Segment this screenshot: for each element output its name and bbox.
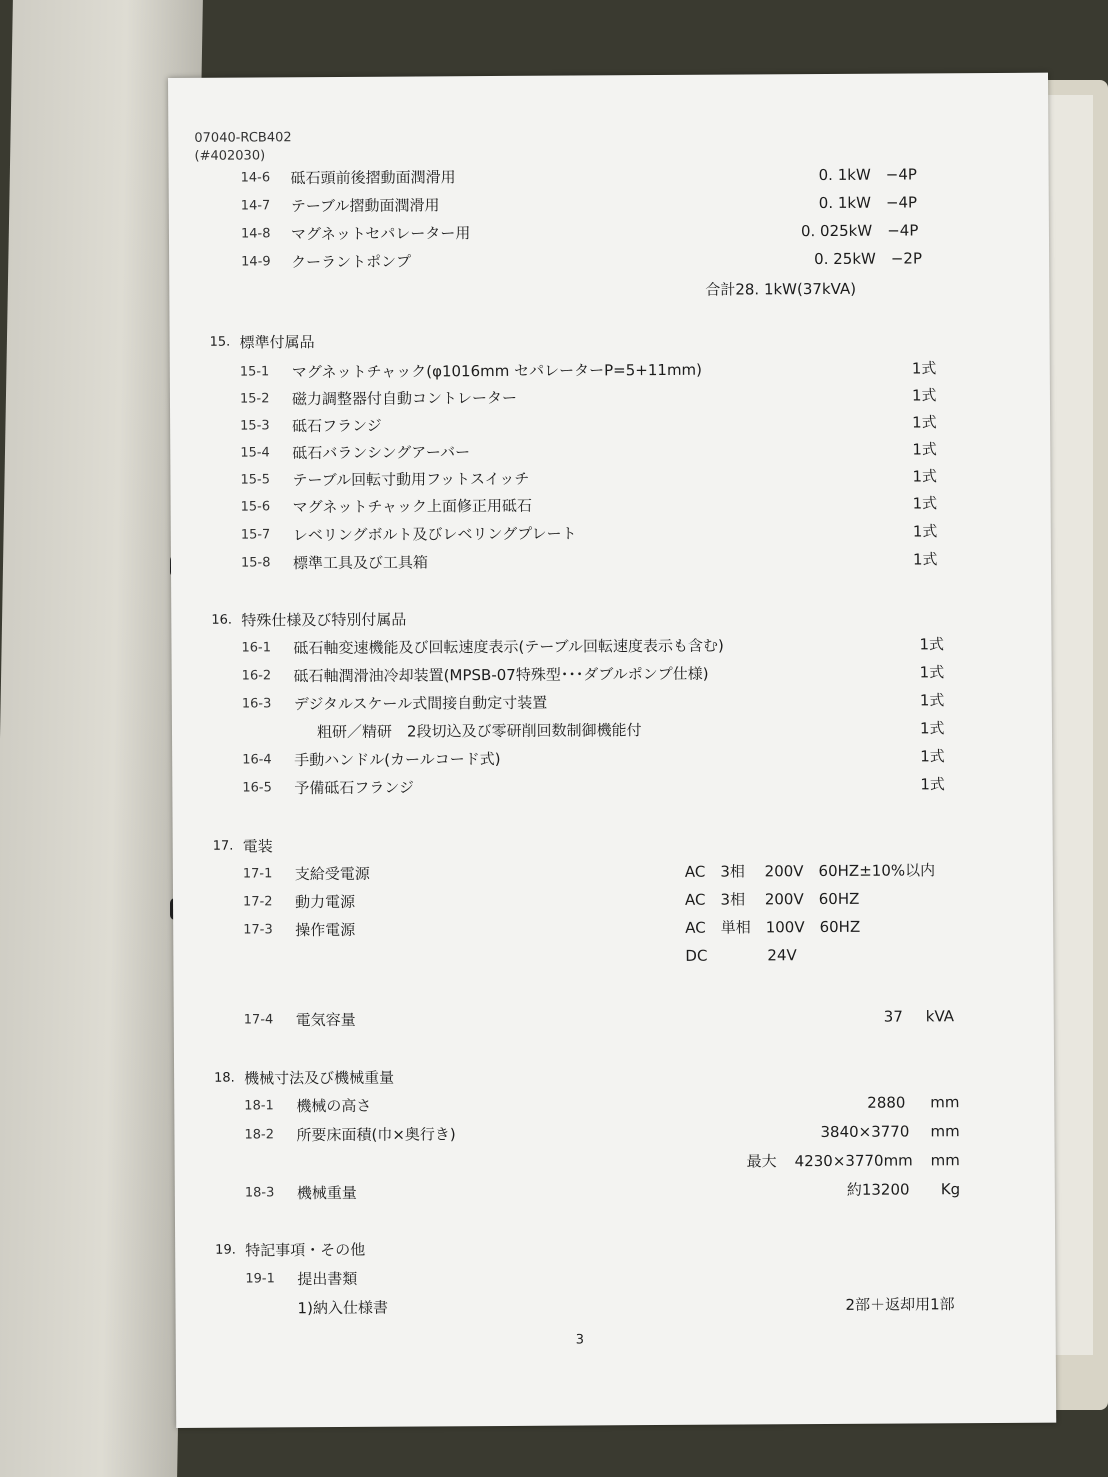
item-value: 4230×3770mm bbox=[794, 1151, 913, 1171]
page-number: 3 bbox=[575, 1332, 585, 1348]
item-name: マグネットチャック(φ1016mm セパレーターP=5+11mm) bbox=[291, 360, 703, 382]
item-value: 0. 1kW −4P bbox=[818, 193, 918, 213]
item-value: 0. 025kW −4P bbox=[800, 221, 919, 241]
item-name: 標準工具及び工具箱 bbox=[292, 553, 429, 573]
item-name: レベリングボルト及びレベリングプレート bbox=[292, 524, 577, 545]
item-quantity: 1式 bbox=[920, 747, 945, 766]
list-item bbox=[173, 913, 1053, 944]
item-unit: kVA bbox=[925, 1007, 955, 1026]
item-value: AC 3相 200V 60HZ bbox=[684, 889, 860, 909]
item-name: 砥石頭前後摺動面潤滑用 bbox=[290, 168, 456, 188]
list-item bbox=[171, 546, 1051, 577]
item-value: 37 bbox=[883, 1007, 903, 1026]
section-number: 15. bbox=[209, 334, 231, 350]
motor-total-row bbox=[169, 275, 1049, 306]
item-value: 2部＋返却用1部 bbox=[845, 1295, 955, 1314]
item-unit: mm bbox=[930, 1122, 960, 1141]
item-number: 15-5 bbox=[240, 472, 271, 488]
item-value: 3840×3770 bbox=[820, 1122, 910, 1142]
list-item bbox=[171, 490, 1051, 521]
list-item bbox=[174, 1003, 1054, 1034]
item-name: マグネットセパレーター用 bbox=[290, 224, 471, 244]
document-sub-code: (#402030) bbox=[194, 148, 266, 164]
section-title: 電装 bbox=[242, 837, 273, 856]
item-number: 15-4 bbox=[240, 445, 270, 461]
document-header bbox=[194, 129, 291, 166]
item-quantity: 1式 bbox=[912, 413, 937, 432]
item-number: 16-5 bbox=[242, 780, 272, 796]
item-value: 2880 bbox=[867, 1093, 906, 1112]
item-name: テーブル摺動面潤滑用 bbox=[290, 196, 440, 216]
list-item bbox=[170, 436, 1050, 467]
section-number: 16. bbox=[211, 612, 233, 628]
item-number: 14-8 bbox=[240, 226, 271, 242]
list-item bbox=[170, 355, 1050, 386]
item-name: 予備砥石フランジ bbox=[294, 778, 415, 798]
item-number: 15-2 bbox=[239, 391, 270, 407]
list-item bbox=[175, 1147, 1055, 1178]
item-number: 17-2 bbox=[242, 894, 273, 910]
item-number: 15-8 bbox=[240, 555, 271, 571]
item-unit: Kg bbox=[940, 1180, 961, 1199]
document-code: 07040-RCB402 bbox=[194, 130, 292, 146]
item-name: クーラントポンプ bbox=[291, 252, 412, 272]
item-quantity: 1式 bbox=[912, 550, 938, 569]
list-item bbox=[173, 941, 1053, 972]
list-item bbox=[170, 409, 1050, 440]
item-quantity: 1式 bbox=[920, 775, 945, 794]
list-item bbox=[175, 1176, 1055, 1207]
item-number: 18-1 bbox=[244, 1098, 274, 1114]
list-item bbox=[172, 715, 1052, 746]
section-heading bbox=[175, 1233, 1055, 1264]
list-item bbox=[172, 659, 1052, 690]
item-quantity: 1式 bbox=[911, 386, 937, 405]
list-item bbox=[174, 1089, 1054, 1120]
list-item bbox=[175, 1291, 1055, 1322]
list-item bbox=[171, 631, 1051, 662]
motor-total: 合計28. 1kW(37kVA) bbox=[705, 279, 857, 299]
motor-row bbox=[169, 217, 1049, 248]
item-name: 電気容量 bbox=[295, 1010, 356, 1030]
section-number: 18. bbox=[214, 1070, 235, 1086]
item-number: 18-2 bbox=[244, 1127, 275, 1143]
item-quantity: 1式 bbox=[912, 522, 938, 541]
item-name: デジタルスケール式間接自動定寸装置 bbox=[293, 693, 548, 714]
item-number: 14-7 bbox=[240, 198, 271, 214]
section-title: 機械寸法及び機械重量 bbox=[244, 1068, 395, 1088]
item-number: 15-6 bbox=[240, 499, 271, 515]
item-name: 砥石バランシングアーバー bbox=[292, 443, 471, 463]
item-unit: mm bbox=[930, 1093, 960, 1112]
item-number: 15-1 bbox=[239, 364, 270, 380]
item-number: 15-7 bbox=[240, 527, 271, 543]
section-heading bbox=[171, 603, 1051, 634]
item-quantity: 1式 bbox=[912, 467, 938, 486]
document-page bbox=[168, 73, 1056, 1428]
item-name: 粗研／精研 2段切込及び零研削回数制御機能付 bbox=[316, 721, 642, 742]
item-number: 17-1 bbox=[242, 866, 273, 882]
item-number: 18-3 bbox=[244, 1185, 275, 1201]
item-number: 14-9 bbox=[241, 254, 271, 270]
item-name: 動力電源 bbox=[294, 892, 356, 912]
section-heading bbox=[174, 1061, 1054, 1092]
item-name: 手動ハンドル(カールコード式) bbox=[294, 749, 501, 770]
item-quantity: 1式 bbox=[912, 494, 938, 513]
item-name: テーブル回転寸動用フットスイッチ bbox=[292, 469, 530, 490]
list-item bbox=[170, 382, 1050, 413]
item-number: 14-6 bbox=[240, 170, 271, 186]
item-name: 操作電源 bbox=[295, 920, 356, 940]
item-quantity: 1式 bbox=[911, 359, 937, 378]
list-item bbox=[172, 687, 1052, 718]
item-name: マグネットチャック上面修正用砥石 bbox=[292, 496, 533, 517]
item-name: 支給受電源 bbox=[294, 864, 370, 884]
motor-row bbox=[169, 189, 1049, 220]
item-number: 16-1 bbox=[241, 640, 272, 656]
item-number: 16-2 bbox=[241, 668, 272, 684]
item-number: 19-1 bbox=[245, 1271, 275, 1287]
list-item bbox=[171, 518, 1051, 549]
section-heading bbox=[173, 829, 1053, 860]
item-name: 砥石軸潤滑油冷却装置(MPSB-07特殊型･･･ダブルポンプ仕様) bbox=[293, 664, 709, 686]
item-quantity: 1式 bbox=[919, 691, 945, 710]
item-value: AC 単相 100V 60HZ bbox=[685, 917, 861, 937]
item-name: 磁力調整器付自動コントレーター bbox=[291, 388, 518, 409]
item-name: 機械の高さ bbox=[296, 1096, 372, 1116]
item-name: 所要床面積(巾×奥行き) bbox=[296, 1125, 456, 1145]
section-heading bbox=[170, 325, 1050, 356]
item-value: DC 24V bbox=[685, 946, 797, 965]
item-number: 16-4 bbox=[242, 752, 272, 768]
item-name: 砥石フランジ bbox=[292, 416, 382, 436]
item-quantity: 1式 bbox=[919, 663, 945, 682]
item-name: 提出書類 bbox=[297, 1269, 358, 1289]
list-item bbox=[172, 771, 1052, 802]
section-title: 特記事項・その他 bbox=[245, 1240, 366, 1260]
item-number: 16-3 bbox=[241, 696, 272, 712]
section-number: 17. bbox=[212, 838, 234, 854]
list-item bbox=[173, 857, 1053, 888]
item-quantity: 1式 bbox=[912, 440, 937, 459]
list-item bbox=[175, 1262, 1055, 1293]
list-item bbox=[173, 885, 1053, 916]
item-name: 1)納入仕様書 bbox=[297, 1298, 388, 1318]
item-unit: mm bbox=[930, 1151, 960, 1170]
item-number: 17-4 bbox=[243, 1012, 274, 1028]
item-value: 0. 25kW −2P bbox=[814, 249, 923, 269]
section-number: 19. bbox=[215, 1242, 236, 1258]
item-value: 約13200 bbox=[846, 1180, 910, 1199]
item-number: 15-3 bbox=[240, 418, 270, 434]
list-item bbox=[174, 1118, 1054, 1149]
item-value: 0. 1kW −4P bbox=[818, 165, 917, 185]
item-quantity: 1式 bbox=[919, 719, 945, 738]
list-item bbox=[172, 743, 1052, 774]
section-title: 特殊仕様及び特別付属品 bbox=[241, 610, 407, 630]
motor-row bbox=[169, 245, 1049, 276]
list-item bbox=[170, 463, 1050, 494]
item-value: AC 3相 200V 60HZ±10%以内 bbox=[684, 861, 936, 881]
item-number: 17-3 bbox=[243, 922, 273, 938]
item-name: 砥石軸変速機能及び回転速度表示(テーブル回転速度表示も含む) bbox=[293, 636, 724, 658]
item-prefix: 最大 bbox=[746, 1152, 777, 1171]
item-name: 機械重量 bbox=[296, 1183, 357, 1203]
motor-row bbox=[169, 161, 1049, 192]
item-quantity: 1式 bbox=[919, 635, 945, 654]
section-title: 標準付属品 bbox=[239, 333, 315, 352]
